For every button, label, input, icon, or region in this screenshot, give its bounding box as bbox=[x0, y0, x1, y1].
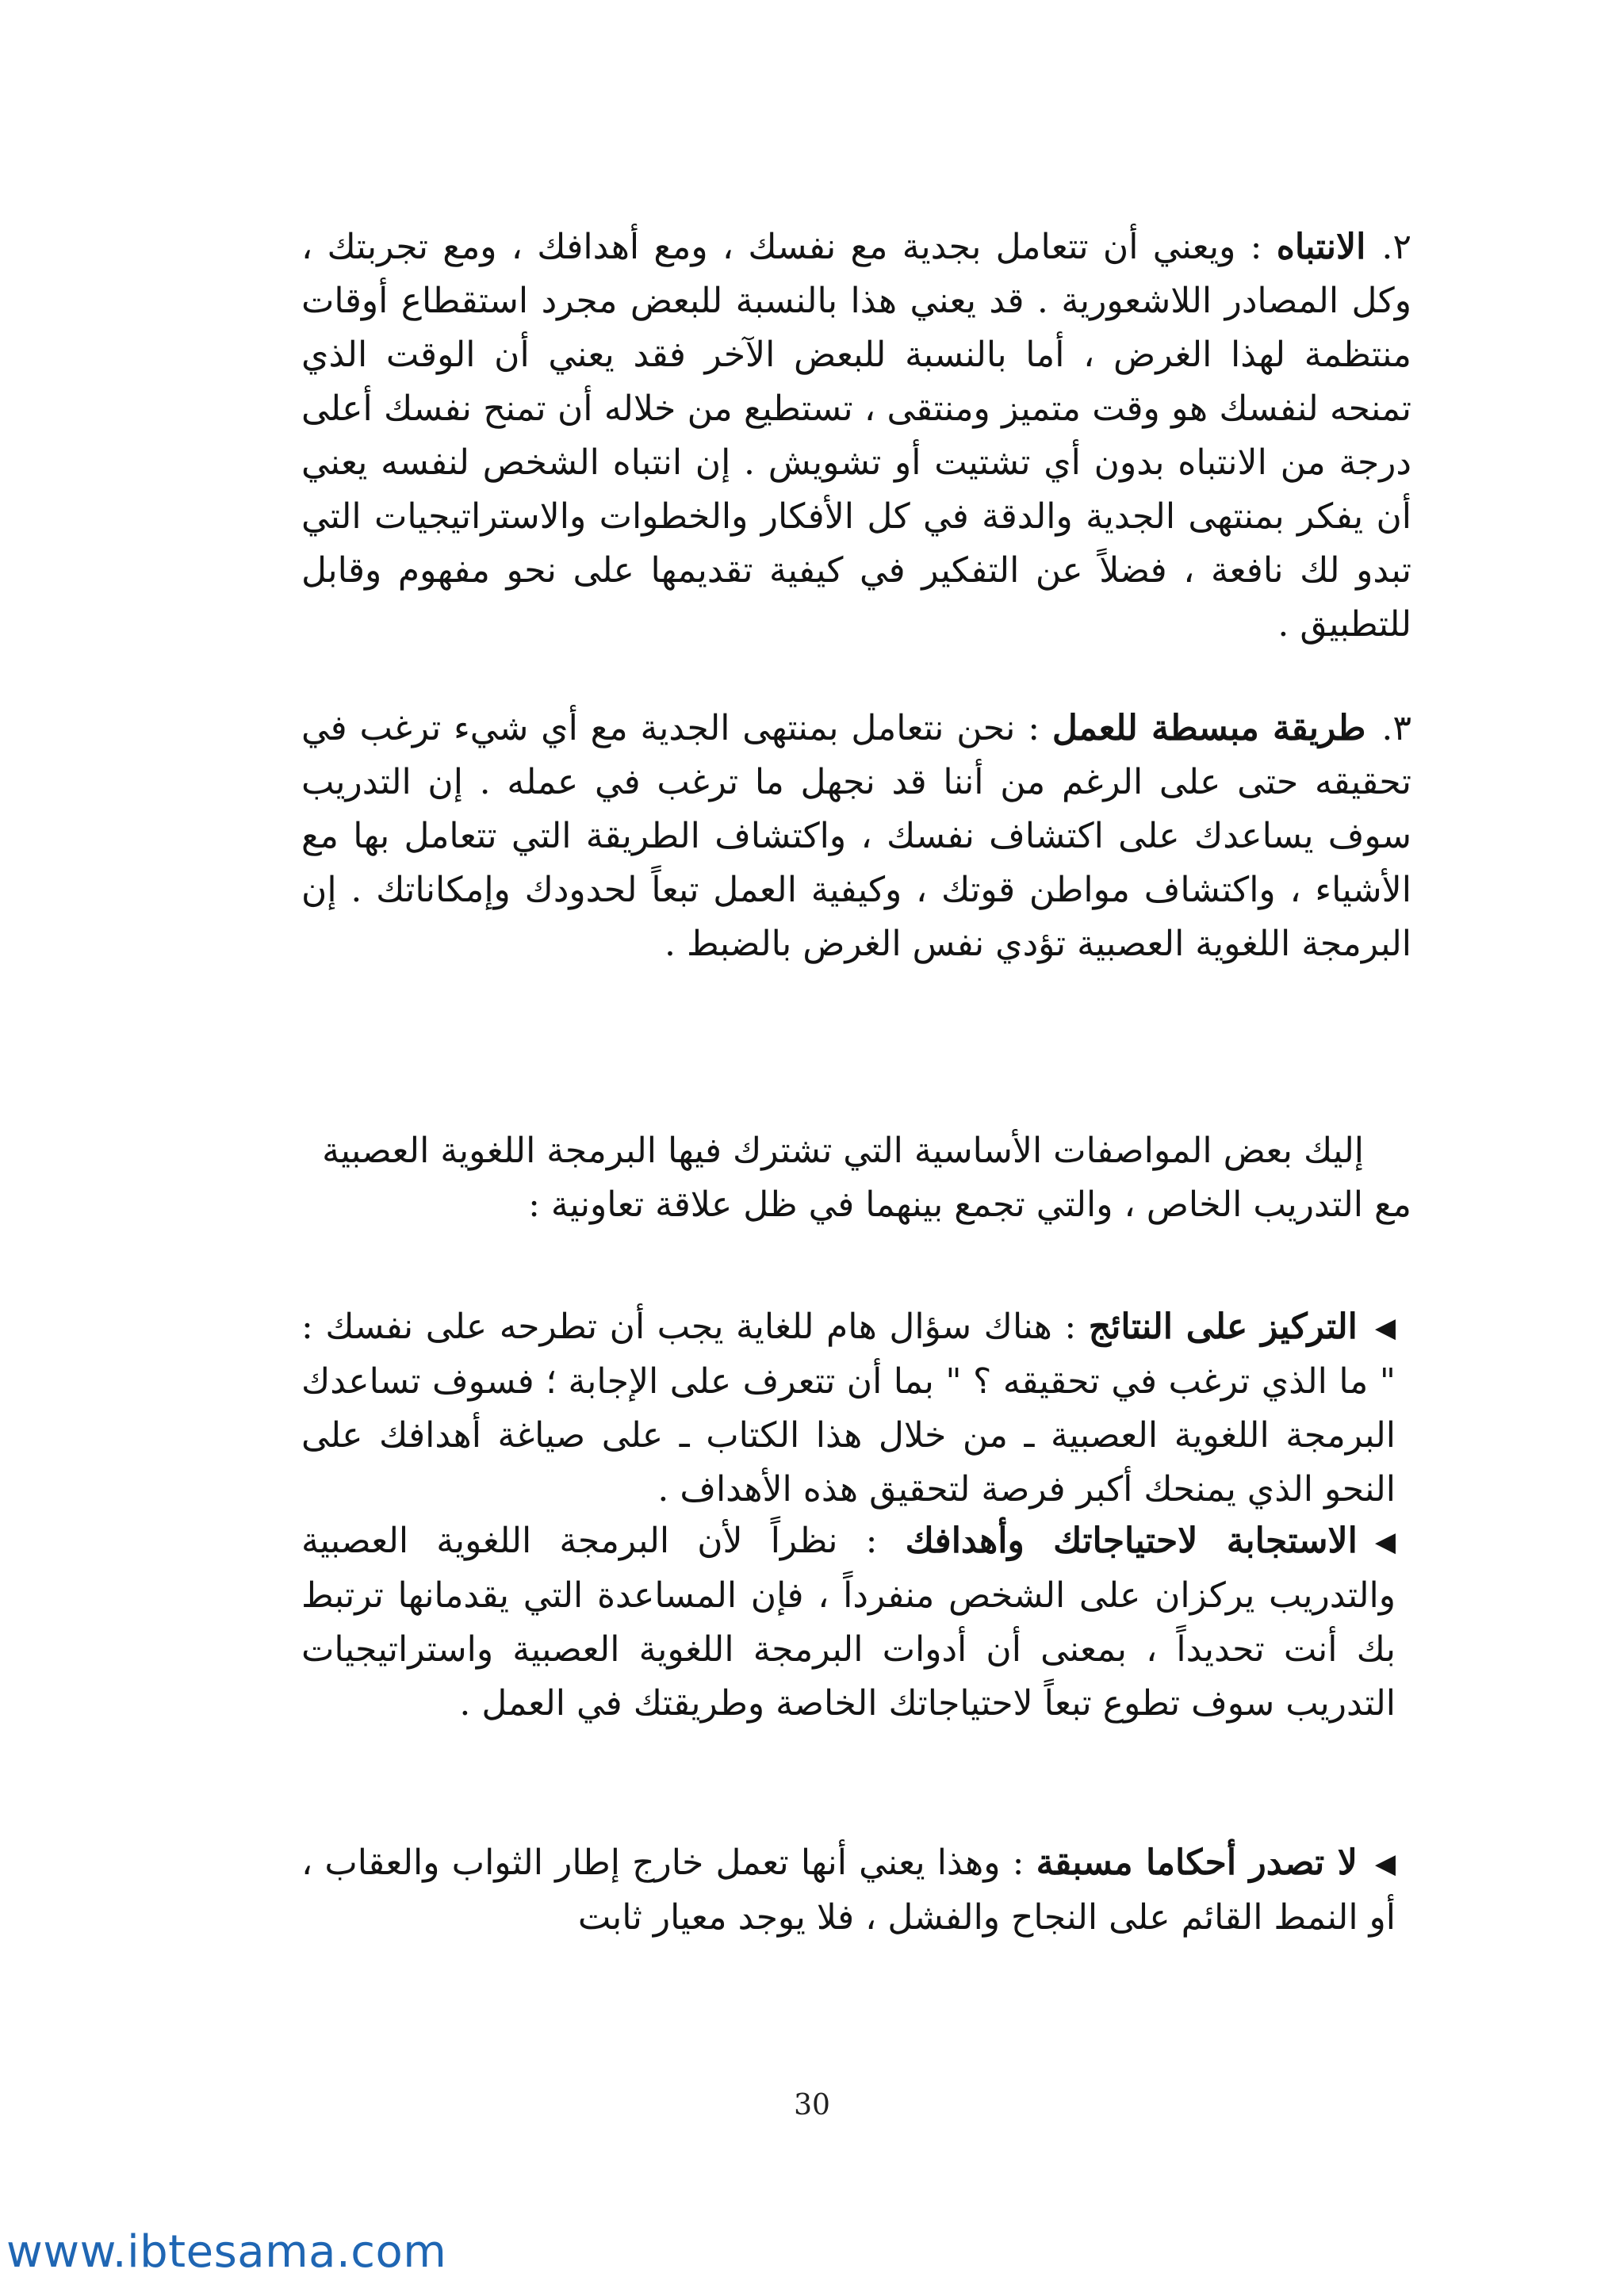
item-text: : ويعني أن تتعامل بجدية مع نفسك ، ومع أهدافك ، ومع تجربتك ، وكل المصادر اللاشعورية . قد يعني هذا بالنسبة للبعض مجرد استقطاع أوقات منتظمة لهذا الغرض ، أما بالنسبة للبعض الآخر فقد يعني أن الوقت الذي تمنحه لنفسك هو وقت متميز ومنتقى ، تستطيع من خلاله أن تمنح نفسك أعلى درجة من الانتباه بدون أي تشتيت أو تشويش . إن انتباه الشخص لنفسه يعني أن يفكر بمنتهى الجدية والدقة في كل الأفكار والخطوات والاستراتيجيات التي تبدو لك نافعة ، فضلاً عن التفكير في كيفية تقديمها على نحو مفهوم وقابل للتطبيق . bbox=[301, 227, 1411, 645]
bullet-term: الاستجابة لاحتياجاتك وأهدافك bbox=[905, 1521, 1358, 1561]
left-pointing-triangle-icon: ◀ bbox=[1374, 1312, 1396, 1344]
left-pointing-triangle-icon: ◀ bbox=[1374, 1848, 1396, 1880]
bullet-term: التركيز على النتائج bbox=[1088, 1307, 1358, 1347]
intro-line-1: إليك بعض المواصفات الأساسية التي تشترك فيها البرمجة اللغوية العصبية bbox=[322, 1131, 1364, 1171]
intro-line-2: مع التدريب الخاص ، والتي تجمع بينهما في ظل علاقة تعاونية : bbox=[528, 1184, 1411, 1225]
numbered-item-2 bbox=[301, 220, 1411, 652]
bullet-text: : هناك سؤال هام للغاية يجب أن تطرحه على نفسك : " ما الذي ترغب في تحقيقه ؟ " بما أن تتعرف على الإجابة ؛ فسوف تساعدك البرمجة اللغوية العصبية ـ من خلال هذا الكتاب ـ على صياغة أهدافك على النحو الذي يمنحك أكبر فرصة لتحقيق هذه الأهداف . bbox=[301, 1307, 1396, 1510]
paragraph bbox=[301, 220, 1411, 652]
bullet-item bbox=[301, 1300, 1396, 1517]
item-number: ٢. bbox=[1381, 227, 1411, 267]
paragraph bbox=[301, 702, 1411, 971]
item-term: طريقة مبسطة للعمل bbox=[1051, 708, 1366, 748]
paragraph bbox=[301, 1836, 1396, 1945]
item-term: الانتباه bbox=[1276, 227, 1366, 267]
bullet-text: : وهذا يعني أنها تعمل خارج إطار الثواب والعقاب ، أو النمط القائم على النجاح والفشل ، فلا يوجد معيار ثابت bbox=[301, 1843, 1396, 1938]
bullet-item bbox=[301, 1514, 1396, 1731]
bullet-text: : نظراً لأن البرمجة اللغوية العصبية والتدريب يركزان على الشخص منفرداً ، فإن المساعدة التي يقدمانها ترتبط بك أنت تحديداً ، بمعنى أن أدوات البرمجة اللغوية العصبية واستراتيجيات التدريب سوف تطوع تبعاً لاحتياجاتك الخاصة وطريقتك في العمل . bbox=[301, 1521, 1396, 1724]
watermark-url: www.ibtesama.com bbox=[6, 2226, 447, 2278]
item-number: ٣. bbox=[1381, 708, 1411, 748]
paragraph bbox=[301, 1514, 1396, 1731]
bullet-term: لا تصدر أحكاما مسبقة bbox=[1036, 1843, 1358, 1883]
numbered-item-3 bbox=[301, 702, 1411, 971]
item-text: : نحن نتعامل بمنتهى الجدية مع أي شيء ترغب في تحقيقه حتى على الرغم من أننا قد نجهل ما ترغب في عمله . إن التدريب سوف يساعدك على اكتشاف نفسك ، واكتشاف الطريقة التي تتعامل بها مع الأشياء ، واكتشاف مواطن قوتك ، وكيفية العمل تبعاً لحدودك وإمكاناتك . إن البرمجة اللغوية العصبية تؤدي نفس الغرض بالضبط . bbox=[301, 708, 1411, 964]
page-number: 30 bbox=[794, 2089, 830, 2122]
bullet-item bbox=[301, 1836, 1396, 1945]
left-pointing-triangle-icon: ◀ bbox=[1374, 1526, 1396, 1558]
intro-paragraph bbox=[301, 1124, 1411, 1232]
paragraph bbox=[301, 1300, 1396, 1517]
